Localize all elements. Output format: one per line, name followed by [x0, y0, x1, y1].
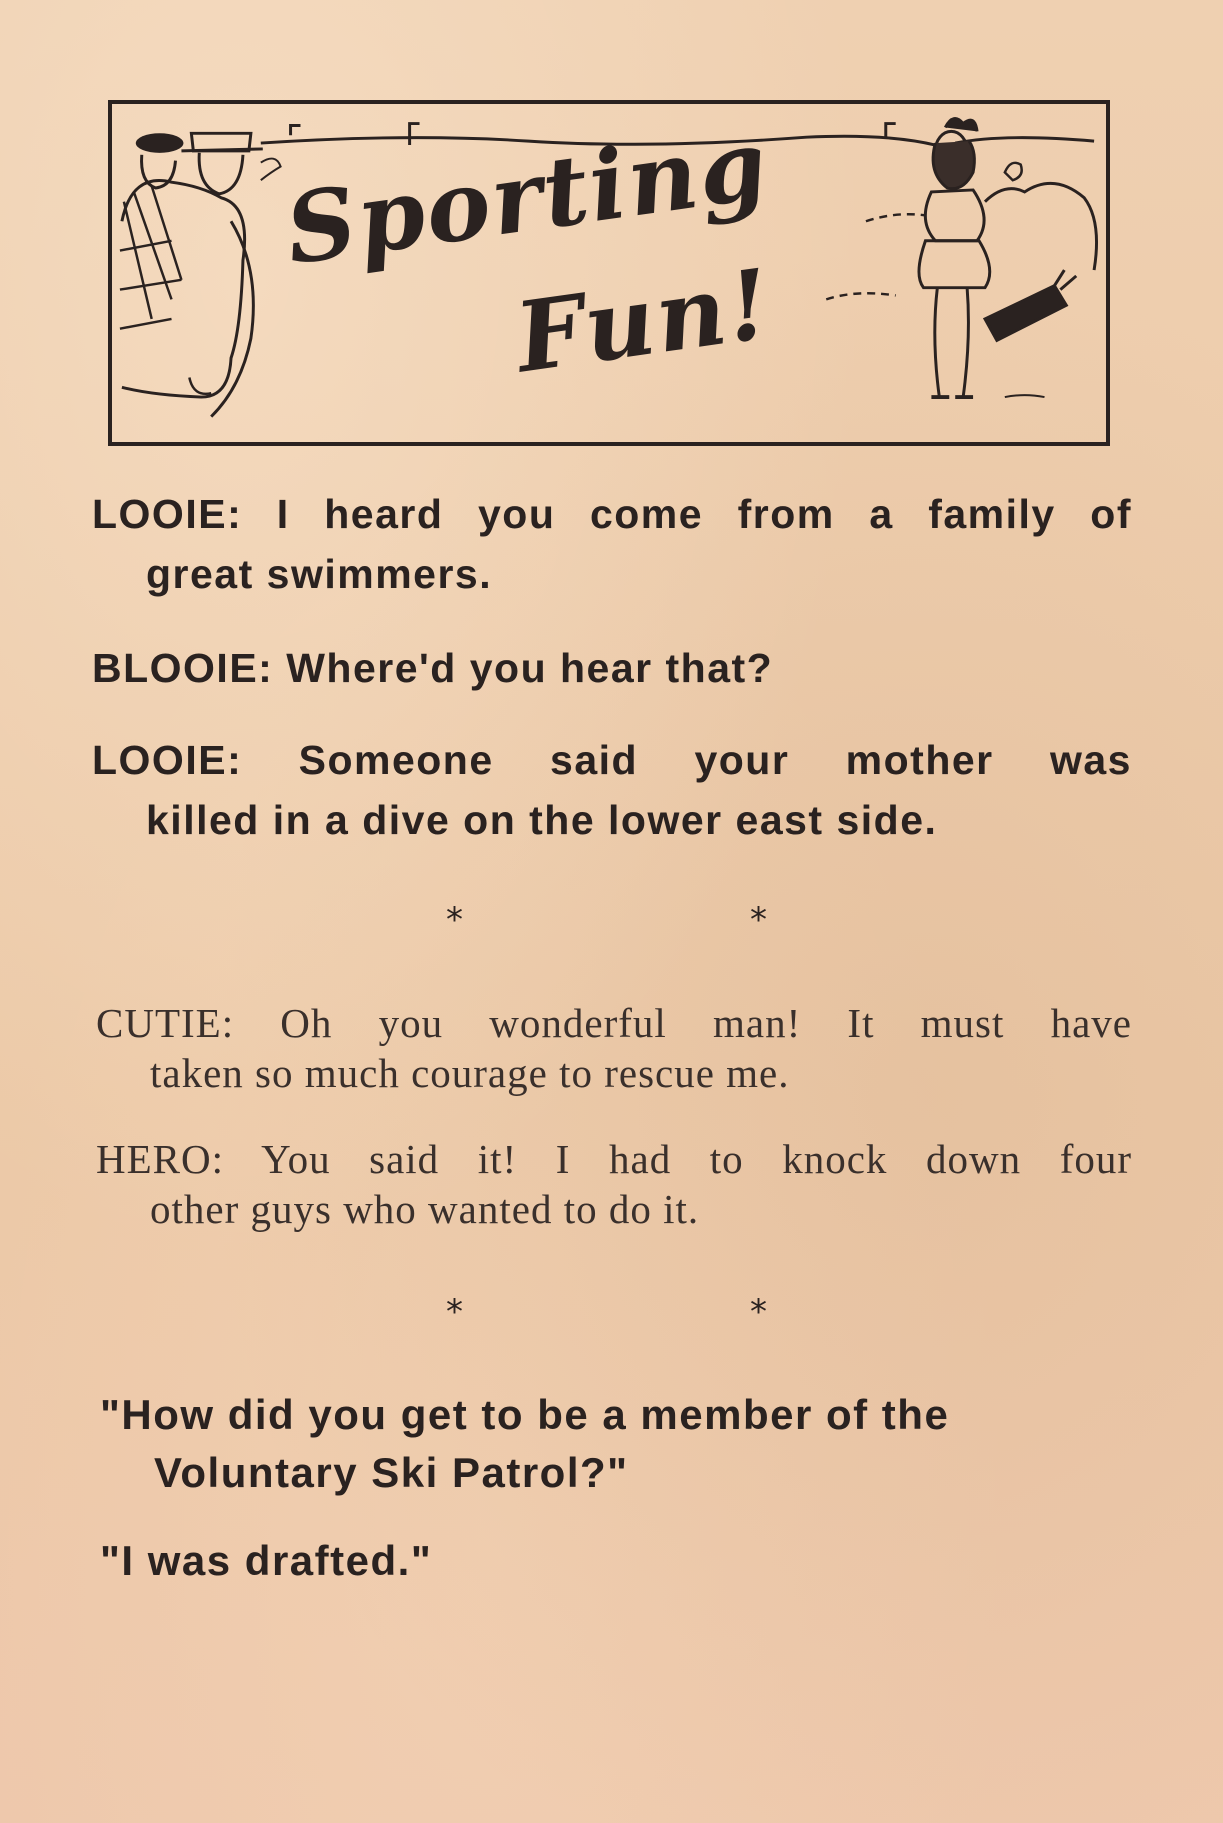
dialogue-continuation: other guys who wanted to do it.	[150, 1186, 700, 1232]
joke-3-question-line-2: Voluntary Ski Patrol?"	[154, 1449, 629, 1496]
joke-1-line-1	[92, 484, 1132, 544]
dialogue-continuation: killed in a dive on the lower east side.	[146, 797, 938, 843]
speaker-label: LOOIE:	[92, 737, 243, 783]
dialogue-text: Oh you wonderful man! It must have	[280, 1000, 1132, 1046]
header-cartoon-panel	[108, 100, 1110, 446]
joke-2-line-2	[96, 1134, 1132, 1184]
joke-1-punchline	[92, 730, 1132, 850]
speaker-label: BLOOIE:	[92, 645, 274, 691]
joke-3-answer-line: "I was drafted."	[100, 1537, 433, 1584]
joke-3-question-line-1: "How did you get to be a member of the	[100, 1391, 950, 1438]
dialogue-text: You said it! I had to knock down four	[261, 1136, 1133, 1182]
joke-1-line-2	[92, 638, 1132, 698]
speaker-label: LOOIE:	[92, 491, 243, 537]
joke-2-reply	[96, 1134, 1132, 1234]
title-word-sporting: Sporting	[279, 107, 775, 287]
joke-1	[92, 484, 1132, 604]
speaker-label: CUTIE:	[96, 1000, 235, 1046]
separator-asterisk: *	[750, 900, 767, 940]
joke-1-line-3	[92, 730, 1132, 790]
dialogue-continuation: great swimmers.	[146, 551, 493, 597]
separator-asterisk: *	[750, 1292, 767, 1332]
speaker-label: HERO:	[96, 1136, 224, 1182]
dialogue-text: Where'd you hear that?	[286, 645, 774, 691]
joke-3	[100, 1386, 1100, 1502]
joke-2	[96, 998, 1132, 1098]
title-word-fun: Fun!	[509, 246, 779, 395]
dialogue-text: I heard you come from a family of	[276, 491, 1132, 537]
dialogue-text: Someone said your mother was	[298, 737, 1132, 783]
separator-asterisk: *	[446, 900, 463, 940]
joke-3-answer	[100, 1532, 1100, 1590]
joke-2-line-1	[96, 998, 1132, 1048]
dialogue-continuation: taken so much courage to rescue me.	[150, 1050, 790, 1096]
separator-asterisk: *	[446, 1292, 463, 1332]
joke-1-reply	[92, 638, 1132, 698]
